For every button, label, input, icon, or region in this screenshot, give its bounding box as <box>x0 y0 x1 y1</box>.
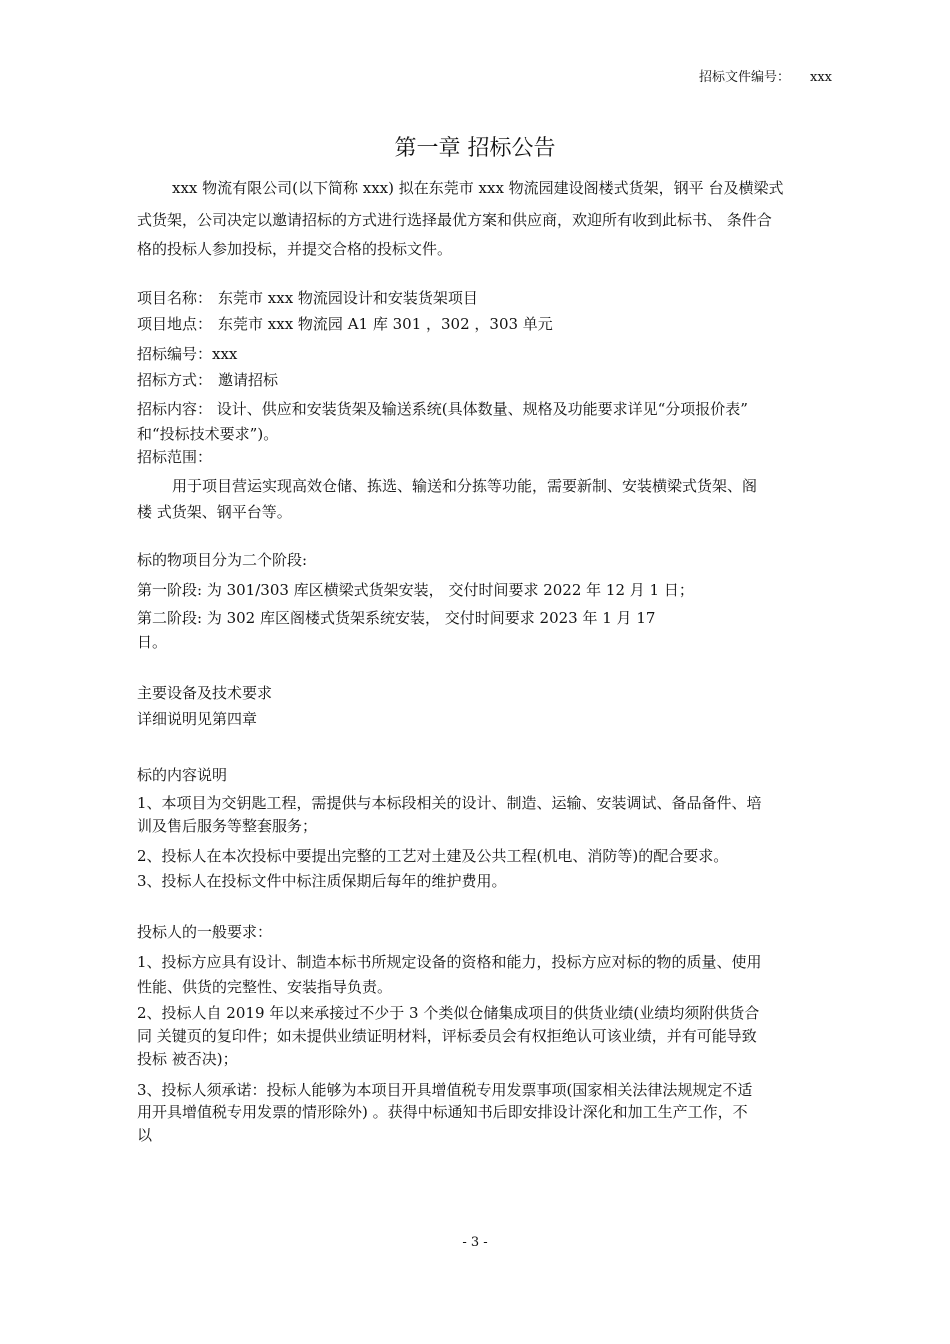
contents-heading: 标的内容说明 <box>137 766 228 784</box>
project-name-label: 项目名称： <box>137 289 213 307</box>
project-location-label: 项目地点： <box>137 315 213 333</box>
bid-scope-line-1: 用于项目营运实现高效仓储、拣选、输送和分拣等功能，需要新制、安装横梁式货架、阁 <box>172 477 758 495</box>
bid-method <box>137 370 278 390</box>
equipment-heading: 主要设备及技术要求 <box>137 684 273 702</box>
phase-2-line-2: 日。 <box>137 633 168 651</box>
requirements-item-2-line-3: 投标 被否决)； <box>137 1050 238 1068</box>
project-location <box>137 314 553 334</box>
contents-item-3: 3、投标人在投标文件中标注质保期后每年的维护费用。 <box>137 872 507 890</box>
contents-item-2: 2、投标人在本次投标中要提出完整的工艺对土建及公共工程(机电、消防等)的配合要求。 <box>137 847 729 865</box>
intro-line-2: 式货架，公司决定以邀请招标的方式进行选择最优方案和供应商，欢迎所有收到此标书、 条件合 <box>137 211 772 229</box>
requirements-item-3-line-3: 以 <box>137 1126 153 1144</box>
requirements-item-3-line-1: 3、投标人须承诺：投标人能够为本项目开具增值税专用发票事项(国家相关法律法规规定不适 <box>137 1081 753 1099</box>
intro-line-3: 格的投标人参加投标，并提交合格的投标文件。 <box>137 240 453 258</box>
bid-method-value: 邀请招标 <box>218 371 279 389</box>
bid-scope-line-2: 楼 式货架、钢平台等。 <box>137 503 292 521</box>
project-location-value: 东莞市 xxx 物流园 A1 库 301 ，302 ，303 单元 <box>218 315 553 333</box>
intro-line-1: xxx 物流有限公司(以下简称 xxx) 拟在东莞市 xxx 物流园建设阁楼式货架，钢平 台及横梁式 <box>172 179 784 197</box>
requirements-heading: 投标人的一般要求： <box>137 923 273 941</box>
document-number <box>699 66 832 85</box>
requirements-item-2-line-1: 2、投标人自 2019 年以来承接过不少于 3 个类似仓储集成项目的供货业绩(业绩均须附供货合 <box>137 1004 760 1022</box>
bid-content-line-1: 招标内容： 设计、供应和安装货架及输送系统(具体数量、规格及功能要求详见“分项报价表” <box>137 400 748 418</box>
requirements-item-3-line-2: 用开具增值税专用发票的情形除外) 。获得中标通知书后即安排设计深化和加工生产工作，不 <box>137 1103 748 1121</box>
requirements-item-1-line-1: 1、投标方应具有设计、制造本标书所规定设备的资格和能力，投标方应对标的物的质量、使用 <box>137 953 762 971</box>
equipment-detail: 详细说明见第四章 <box>137 710 258 728</box>
bid-scope-label: 招标范围： <box>137 448 213 466</box>
requirements-item-1-line-2: 性能、供货的完整性、安装指导负责。 <box>137 978 393 996</box>
requirements-item-2-line-2: 同 关键页的复印件；如未提供业绩证明材料，评标委员会有权拒绝认可该业绩，并有可能导致 <box>137 1027 757 1045</box>
phase-1: 第一阶段: 为 301/303 库区横梁式货架安装， 交付时间要求 2022 年 12 月 1 日； <box>137 581 694 599</box>
bid-number: 招标编号：xxx <box>137 345 238 363</box>
bid-content-line-2: 和“投标技术要求”)。 <box>137 425 279 443</box>
project-name <box>137 288 478 308</box>
bid-method-label: 招标方式： <box>137 371 213 389</box>
chapter-title: 第一章 招标公告 <box>394 136 556 161</box>
phase-2-line-1: 第二阶段: 为 302 库区阁楼式货架系统安装， 交付时间要求 2023 年 1 月 17 <box>137 609 656 627</box>
page-number: - 3 - <box>462 1235 488 1250</box>
contents-item-1-line-2: 训及售后服务等整套服务； <box>137 817 318 835</box>
phases-heading: 标的物项目分为二个阶段: <box>137 551 308 569</box>
contents-item-1-line-1: 1、本项目为交钥匙工程，需提供与本标段相关的设计、制造、运输、安装调试、备品备件、培 <box>137 794 762 812</box>
project-name-value: 东莞市 xxx 物流园设计和安装货架项目 <box>218 289 478 307</box>
document-number-label: 招标文件编号： <box>698 70 790 85</box>
document-number-value: xxx <box>810 70 832 85</box>
